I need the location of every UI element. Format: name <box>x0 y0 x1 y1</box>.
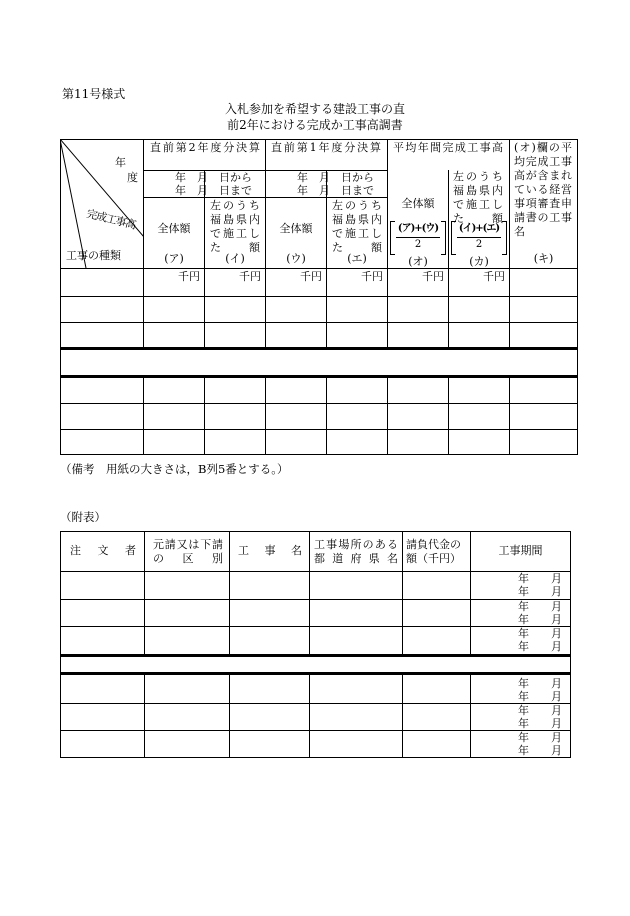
col2-header: 直前第1年度分決算 <box>271 141 381 154</box>
period-ym-5b: 年 月 <box>518 717 562 730</box>
label-a: (ア) <box>164 252 184 265</box>
unit-u: 千円 <box>300 270 322 283</box>
period-ym-4a: 年 月 <box>518 677 562 690</box>
unit-i: 千円 <box>239 270 261 283</box>
formula-ka-denominator: 2 <box>475 239 483 250</box>
label-ki: (キ) <box>533 252 554 265</box>
header-contract-type: 元請又は下請の区別 <box>153 538 223 565</box>
period-ym-1a: 年 月 <box>518 572 562 585</box>
header-contract-amount: 請負代金の額（千円） <box>406 538 461 565</box>
unit-e: 千円 <box>361 270 383 283</box>
formula-o-denominator: 2 <box>414 239 422 250</box>
period-to-2: 年 月 日まで <box>297 184 374 197</box>
period-ym-4b: 年 月 <box>518 690 562 703</box>
header-orderer: 注文者 <box>70 544 136 557</box>
period-ym-2a: 年 月 <box>518 600 562 613</box>
total-label-o: 全体額 <box>401 197 435 210</box>
document-title-line1: 入札参加を希望する建設工事の直 <box>224 102 405 116</box>
note-text: （備考 用紙の大きさは，B列5番とする。） <box>60 462 289 476</box>
diag-du-label: 度 <box>127 171 138 184</box>
row-type-label: 工事の種類 <box>66 249 121 262</box>
period-ym-6a: 年 月 <box>518 731 562 744</box>
fukushima-label-ka: 左のうち福島県内で施工した額 <box>453 170 503 225</box>
unit-ka: 千円 <box>483 270 505 283</box>
fukushima-label-e: 左のうち福島県内で施工した額 <box>332 199 382 254</box>
period-ym-1b: 年 月 <box>518 585 562 598</box>
period-ym-6b: 年 月 <box>518 744 562 757</box>
header-period: 工事期間 <box>498 544 543 557</box>
diag-amount-label: 完成工事高 <box>85 207 137 232</box>
col3-header: 平均年間完成工事高 <box>393 141 503 154</box>
period-ym-3b: 年 月 <box>518 640 562 653</box>
header-prefecture: 工事場所のある都道府県名 <box>314 538 398 565</box>
diag-year-label: 年 <box>115 156 126 169</box>
unit-a: 千円 <box>178 270 200 283</box>
period-from-1: 年 月 日から <box>175 171 252 184</box>
label-i: (イ) <box>225 252 245 265</box>
period-ym-3a: 年 月 <box>518 627 562 640</box>
formula-o-numerator: (ア)+(ウ) <box>397 223 439 234</box>
total-label-u: 全体額 <box>279 222 313 235</box>
label-ka: (カ) <box>469 255 489 268</box>
header-construction-name: 工事名 <box>238 544 302 557</box>
unit-o: 千円 <box>422 270 444 283</box>
form-number: 第11号様式 <box>62 87 126 101</box>
annex-label: （附表） <box>60 510 106 524</box>
period-ym-5a: 年 月 <box>518 704 562 717</box>
label-e: (エ) <box>347 252 367 265</box>
label-o: (オ) <box>408 255 428 268</box>
total-label-a: 全体額 <box>157 222 191 235</box>
formula-ka-numerator: (イ)+(エ) <box>458 223 500 234</box>
col1-header: 直前第2年度分決算 <box>150 141 260 154</box>
period-from-2: 年 月 日から <box>297 171 374 184</box>
col4-header: (オ)欄の平均完成工事高が含まれている経営事項審査申請書の工事名 <box>514 141 572 238</box>
document-title-line2: 前2年における完成か工事高調書 <box>227 118 403 132</box>
fukushima-label-i: 左のうち福島県内で施工した額 <box>210 199 260 254</box>
period-to-1: 年 月 日まで <box>175 184 252 197</box>
period-ym-2b: 年 月 <box>518 613 562 626</box>
label-u: (ウ) <box>286 252 306 265</box>
